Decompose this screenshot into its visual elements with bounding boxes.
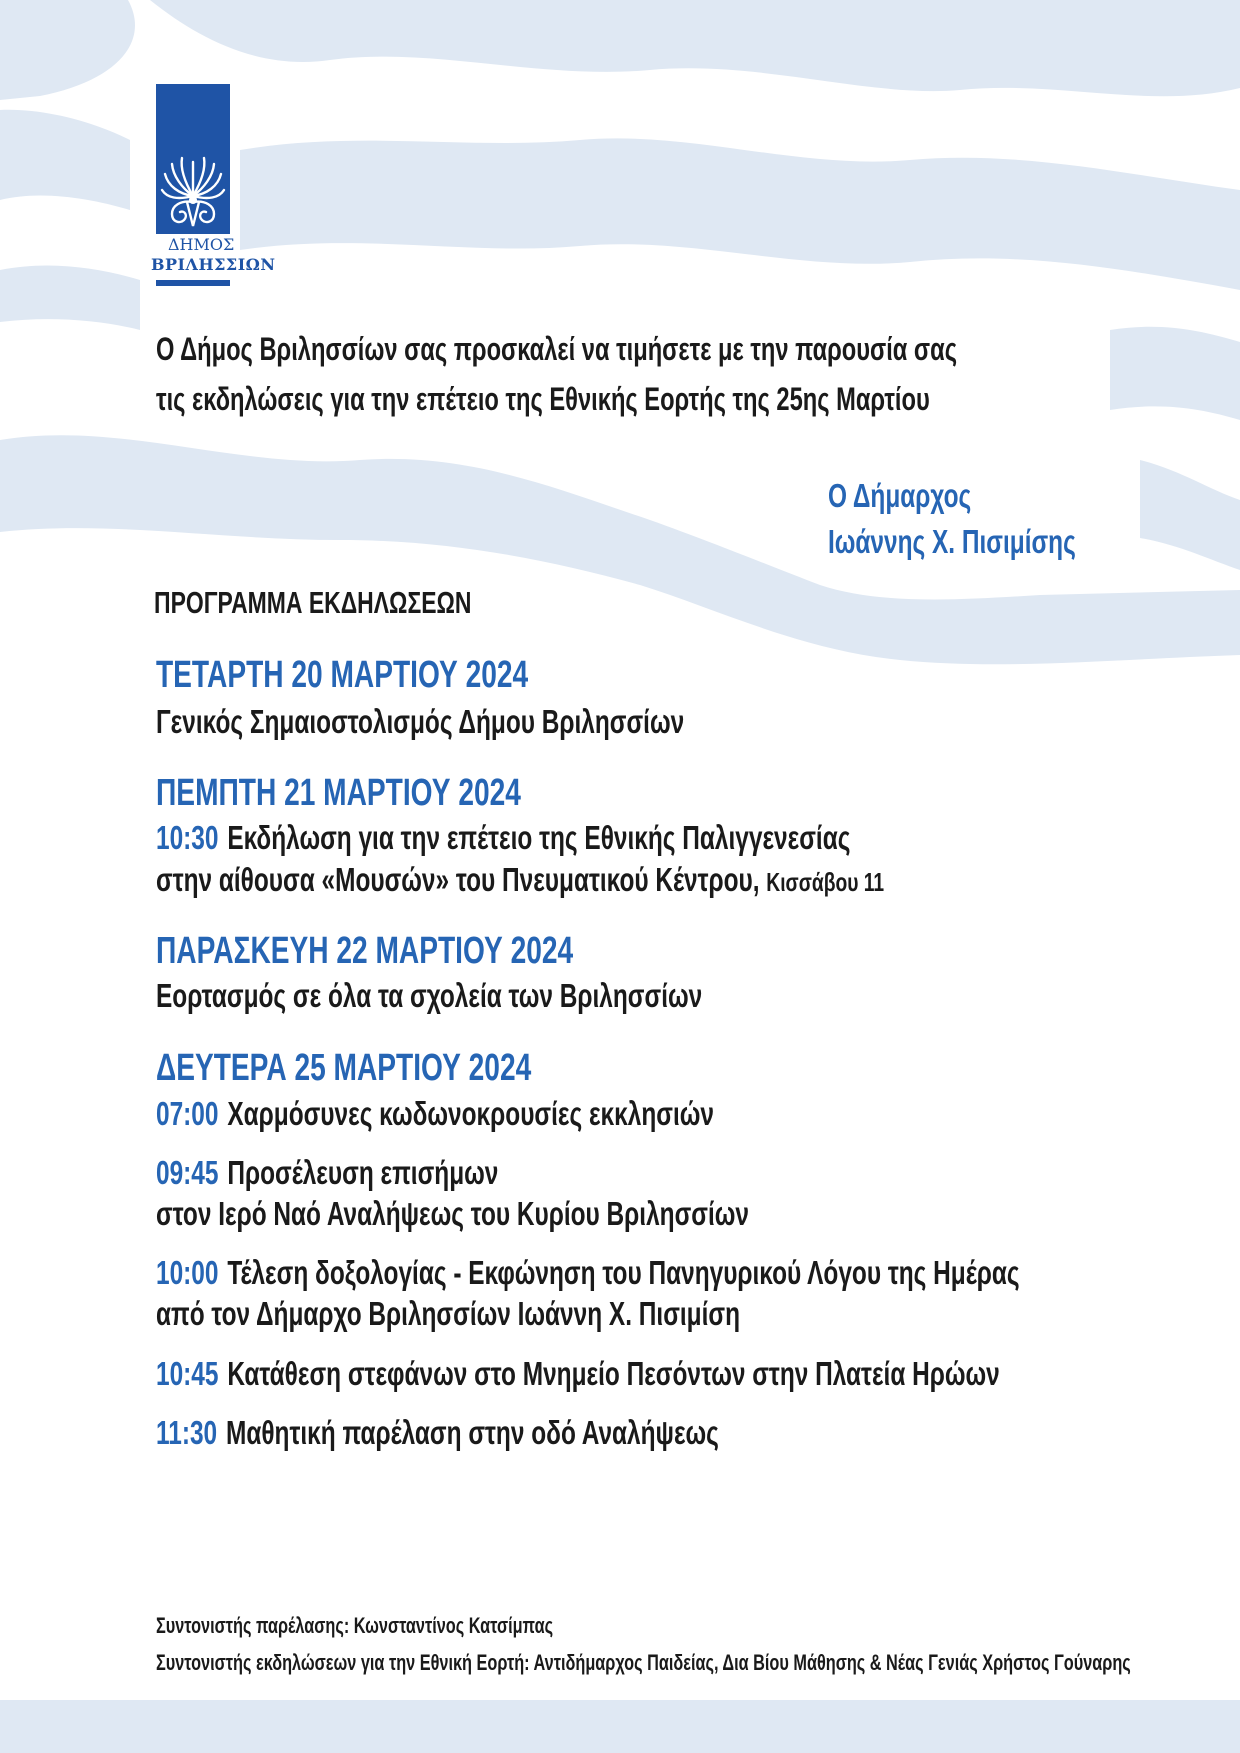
event-item [156, 862, 884, 898]
event-line: Γενικός Σημαιοστολισμός Δήμου Βριλησσίων [156, 703, 685, 740]
day-heading: ΤΕΤΑΡΤΗ 20 ΜΑΡΤΙΟΥ 2024 [156, 654, 529, 696]
event-address: Κισσάβου 11 [766, 867, 885, 897]
program-heading: ΠΡΟΓΡΑΜΜΑ ΕΚΔΗΛΩΣΕΩΝ [154, 585, 472, 620]
event-time: 10:45 [156, 1355, 219, 1392]
event-line: Εορτασμός σε όλα τα σχολεία των Βριλησσίων [156, 977, 703, 1014]
event-line: Τέλεση δοξολογίας - Εκφώνηση του Πανηγυρικού Λόγου της Ημέρας [227, 1254, 1020, 1291]
event-line: στον Ιερό Ναό Αναλήψεως του Κυρίου Βριλησσίων [156, 1195, 749, 1232]
event-line: Προσέλευση επισήμων [227, 1154, 499, 1191]
event-item [156, 1415, 719, 1451]
footer-coordinator-parade: Συντονιστής παρέλασης: Κωνσταντίνος Κατσίμπας [156, 1613, 554, 1638]
event-item [156, 820, 850, 856]
logo-name-line2: ΒΡΙΛΗΣΣΙΩΝ [151, 255, 276, 274]
invitation-line: τις εκδηλώσεις για την επέτειο της Εθνικής Εορτής της 25ης Μαρτίου [156, 381, 930, 417]
event-line: Μαθητική παρέλαση στην οδό Αναλήψεως [225, 1414, 719, 1451]
event-item [156, 1255, 1020, 1291]
municipality-logo [151, 84, 276, 286]
event-item [156, 1096, 714, 1132]
day-heading: ΠΑΡΑΣΚΕΥΗ 22 ΜΑΡΤΙΟΥ 2024 [156, 930, 574, 972]
event-item [156, 1155, 498, 1191]
day-heading: ΠΕΜΠΤΗ 21 ΜΑΡΤΙΟΥ 2024 [156, 772, 521, 814]
event-line: στην αίθουσα «Μουσών» του Πνευματικού Κέντρου, [156, 861, 760, 898]
event-time: 10:00 [156, 1254, 219, 1291]
event-time: 11:30 [156, 1414, 218, 1451]
footer-coordinator-events: Συντονιστής εκδηλώσεων για την Εθνική Εορτή: Αντιδήμαρχος Παιδείας, Δια Βίου Μάθησης & Νέας Γενιάς Χρήστος Γούναρης [156, 1650, 1131, 1675]
event-line: Χαρμόσυνες κωδωνοκρουσίες εκκλησιών [227, 1095, 714, 1132]
event-time: 07:00 [156, 1095, 219, 1132]
event-line: Εκδήλωση για την επέτειο της Εθνικής Παλιγγενεσίας [227, 819, 851, 856]
event-time: 09:45 [156, 1154, 219, 1191]
event-time: 10:30 [156, 819, 219, 856]
logo-name-line1: ΔΗΜΟΣ [168, 235, 235, 254]
invitation-line: Ο Δήμος Βριλησσίων σας προσκαλεί να τιμήσετε με την παρουσία σας [156, 331, 958, 367]
logo-bar-bottom [156, 280, 230, 286]
mayor-title: Ο Δήμαρχος [828, 477, 972, 514]
event-item [156, 1356, 1000, 1392]
event-line: Κατάθεση στεφάνων στο Μνημείο Πεσόντων στην Πλατεία Ηρώων [227, 1355, 1000, 1392]
mayor-name: Ιωάννης Χ. Πισιμίσης [828, 523, 1076, 560]
event-line: από τον Δήμαρχο Βριλησσίων Ιωάννη Χ. Πισιμίση [156, 1295, 741, 1332]
palmette-emblem-icon [156, 136, 230, 234]
day-heading: ΔΕΥΤΕΡΑ 25 ΜΑΡΤΙΟΥ 2024 [156, 1047, 532, 1089]
